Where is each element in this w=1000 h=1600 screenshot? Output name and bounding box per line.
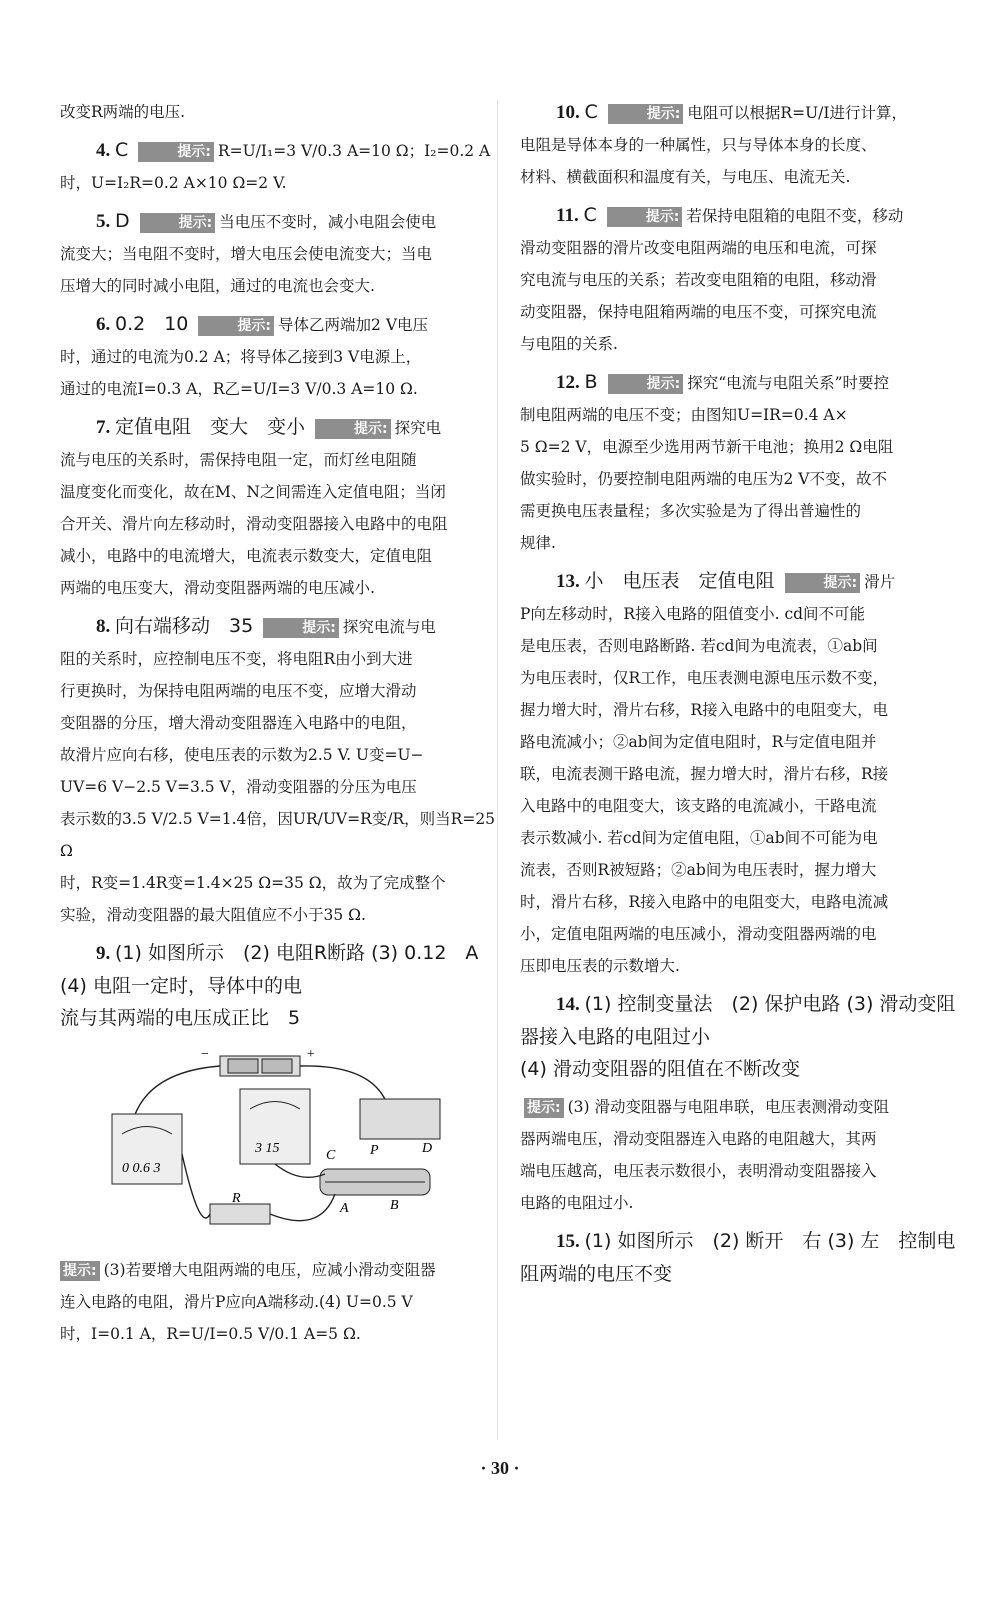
resistor-label: R: [232, 1191, 241, 1206]
question-number: 8.: [96, 616, 115, 637]
text-line: UV=6 V−2.5 V=3.5 V，滑动变阻器的分压为电压: [60, 778, 417, 796]
answer-text: (1) 如图所示 (2) 断开 右: [584, 1230, 828, 1252]
text-line: 流表，否则R被短路；②ab间为电压表时，握力增大: [520, 861, 877, 879]
battery-plus-label: +: [306, 1047, 316, 1062]
rheostat-a-label: A: [340, 1201, 349, 1216]
hint-label: 提示:: [785, 573, 861, 593]
text-line: 探究电: [394, 419, 442, 437]
hint-label: 提示:: [608, 104, 684, 124]
text-line: 做实验时，仍要控制电阻两端的电压为2 V不变，故不: [520, 470, 887, 488]
rheostat-b-label: B: [390, 1198, 399, 1213]
text-line: 时，U=I₂R=0.2 A×10 Ω=2 V.: [60, 174, 287, 192]
left-column: [60, 96, 500, 1356]
hint-label: 提示:: [263, 618, 339, 638]
text-line: 小，定值电阻两端的电压减小，滑动变阻器两端的电: [520, 925, 877, 943]
answer-item: [60, 411, 500, 604]
rheostat-d-label: D: [422, 1141, 433, 1156]
answer-text: 向右端移动 35: [115, 615, 260, 637]
text-line: 规律.: [520, 534, 556, 552]
text-line: 制电阻两端的电压不变；由图知U=IR=0.4 A×: [520, 406, 848, 424]
right-column: [520, 96, 960, 1296]
answer-item: [520, 1091, 960, 1219]
text-line: 合开关、滑片向左移动时，滑动变阻器接入电路中的电阻: [60, 515, 448, 533]
text-line: 端电压越高，电压表示数很小，表明滑动变阻器接入: [520, 1162, 877, 1180]
text-line: 时，滑片右移，R接入电路中的电阻变大，电路电流减: [520, 893, 889, 911]
text-line: (3) 滑动变阻器与电阻串联，电压表测滑动变阻: [567, 1098, 889, 1116]
answer-text: (1) 控制变量法 (2) 保护电路: [584, 993, 847, 1015]
text-line: 时，I=0.1 A，R=U/I=0.5 V/0.1 A=5 Ω.: [60, 1325, 361, 1343]
text-line: (3) 0.12 A (4) 电阻一定时，导体中的电: [60, 942, 498, 997]
answer-text: 0.2 10: [115, 313, 195, 335]
answer-item: [520, 988, 960, 1085]
text-line: P向左移动时，R接入电路的阻值变小. cd间不可能: [520, 605, 866, 623]
hint-label: 提示:: [608, 374, 684, 394]
text-line: 是电压表，否则电路断路. 若cd间为电流表，①ab间: [520, 637, 878, 655]
text-line: 联，电流表测干路电流，握力增大时，滑片右移，R接: [520, 765, 889, 783]
text-line: 流与其两端的电压成正比 5: [60, 1007, 301, 1029]
text-line: (3) 滑动变阻器接入电路的电阻过小: [520, 993, 956, 1048]
circuit-figure: [100, 1044, 480, 1244]
text-line: 温度变化而变化，故在M、N之间需连入定值电阻；当闭: [60, 483, 446, 501]
text-line: 行更换时，为保持电阻两端的电压不变，应增大滑动: [60, 682, 417, 700]
text-line: 材料、横截面积和温度有关，与电压、电流无关.: [520, 168, 851, 186]
question-number: 14.: [556, 994, 585, 1015]
hint-label: 提示:: [198, 316, 274, 336]
text-line: 探究“电流与电阻关系”时要控: [687, 374, 890, 392]
answer-text: D: [115, 210, 136, 232]
text-line: 流变大；当电阻不变时，增大电压会使电流变大；当电: [60, 245, 433, 263]
answer-item: [60, 308, 500, 405]
question-number: 7.: [96, 417, 115, 438]
question-number: 13.: [556, 571, 585, 592]
text-line: 电路的电阻过小.: [520, 1194, 634, 1212]
text-line: 当电压不变时，减小电阻会使电: [219, 213, 437, 231]
answer-item: [520, 565, 960, 982]
text-line: 动变阻器，保持电阻箱两端的电压不变，可探究电流: [520, 303, 877, 321]
hint-label: 提示:: [140, 213, 216, 233]
answer-text: 定值电阻 变大 变小: [115, 416, 312, 438]
text-line: 时，通过的电流为0.2 A；将导体乙接到3 V电源上，: [60, 348, 422, 366]
text-line: 压增大的同时减小电阻，通过的电流也会变大.: [60, 277, 375, 295]
text-line: 表示数减小. 若cd间为定值电阻，①ab间不可能为电: [520, 829, 878, 847]
text-line: 减小，电路中的电流增大，电流表示数变大，定值电阻: [60, 547, 433, 565]
page-number: · 30 ·: [480, 1458, 520, 1478]
answer-text: (1) 如图所示 (2) 电阻R断路: [115, 942, 372, 964]
text-line: 为电压表时，仅R工作，电压表测电源电压示数不变，: [520, 669, 889, 687]
text-line: 两端的电压变大，滑动变阻器两端的电压减小.: [60, 579, 375, 597]
battery-minus-label: −: [200, 1047, 210, 1062]
ammeter-scale-label: 0 0.6 3: [122, 1161, 161, 1176]
answer-item: [520, 96, 960, 193]
text-line: 滑动变阻器的滑片改变电阻两端的电压和电流，可探: [520, 239, 877, 257]
text-line: 表示数的3.5 V/2.5 V=1.4倍，因UR/UV=R变/R，则当R=25 Ω: [60, 810, 496, 860]
text-line: 器两端电压，滑动变阻器连入电路的电阻越大，其两: [520, 1130, 877, 1148]
text-line: 探究电流与电: [342, 618, 436, 636]
answer-item: [520, 366, 960, 559]
hint-label: 提示:: [607, 207, 683, 227]
text-line: 改变R两端的电压.: [60, 103, 186, 121]
figure-hint: [60, 1254, 500, 1350]
text-line: 电阻是导体本身的一种属性，只与导体本身的长度、: [520, 136, 877, 154]
slider-p-label: P: [370, 1143, 379, 1158]
text-line: 故滑片应向右移，使电压表的示数为2.5 V. U变=U−: [60, 746, 424, 764]
answer-text: B: [584, 371, 604, 393]
hint-label: 提示:: [138, 142, 214, 162]
answer-text: C: [584, 101, 604, 123]
text-line: (3) 左 控制电阻两端的电压不变: [520, 1230, 956, 1285]
answer-item: [520, 199, 960, 360]
text-line: 时，R变=1.4R变=1.4×25 Ω=35 Ω，故为了完成整个: [60, 874, 446, 892]
answer-item: [520, 1225, 960, 1290]
answer-text: C: [115, 139, 135, 161]
text-line: 导体乙两端加2 V电压: [278, 316, 429, 334]
text-line: 入电路中的电阻变大，该支路的电流减小，干路电流: [520, 797, 877, 815]
question-number: 12.: [556, 372, 585, 393]
text-line: 流与电压的关系时，需保持电阻一定，而灯丝电阻随: [60, 451, 417, 469]
answer-text: C: [583, 204, 603, 226]
question-number: 11.: [556, 205, 584, 226]
text-line: 实验，滑动变阻器的最大阻值应不小于35 Ω.: [60, 906, 366, 924]
text-line: 路电流减小；②ab间为定值电阻时，R与定值电阻并: [520, 733, 877, 751]
text-line: 阻的关系时，应控制电压不变，将电阻R由小到大进: [60, 650, 413, 668]
voltmeter-scale-label: 3 15: [255, 1141, 280, 1156]
hint-label: 提示:: [315, 419, 391, 439]
text-line: R=U/I₁=3 V/0.3 A=10 Ω；I₂=0.2 A: [217, 142, 491, 160]
text-line: 5 Ω=2 V，电源至少选用两节新干电池；换用2 Ω电阻: [520, 438, 894, 456]
text-line: 与电阻的关系.: [520, 335, 618, 353]
text-line: 连入电路的电阻，滑片P应向A端移动.(4) U=0.5 V: [60, 1293, 413, 1311]
text-line: 滑片: [864, 573, 896, 591]
text-line: 变阻器的分压，增大滑动变阻器连入电路中的电阻，: [60, 714, 417, 732]
question-number: 4.: [96, 140, 115, 161]
question-number: 10.: [556, 102, 585, 123]
rheostat-c-label: C: [326, 1148, 336, 1163]
question-number: 15.: [556, 1231, 585, 1252]
hint-label: 提示:: [60, 1261, 100, 1281]
answer-item: [60, 610, 500, 931]
text-line: (3)若要增大电阻两端的电压，应减小滑动变阻器: [103, 1261, 436, 1279]
question-number: 9.: [96, 943, 115, 964]
text-line: 握力增大时，滑片右移，R接入电路中的电阻变大，电: [520, 701, 889, 719]
hint-label: 提示:: [524, 1098, 564, 1118]
text-line: 需更换电压表量程；多次实验是为了得出普遍性的: [520, 502, 862, 520]
question-number: 5.: [96, 211, 115, 232]
answer-item: [60, 937, 500, 1034]
text-line: (4) 滑动变阻器的阻值在不断改变: [520, 1058, 800, 1080]
text-line: 压即电压表的示数增大.: [520, 957, 680, 975]
question-number: 6.: [96, 314, 115, 335]
text-line: 电阻可以根据R=U/I进行计算，: [687, 104, 907, 122]
answer-item: [60, 96, 500, 128]
text-line: 究电流与电压的关系；若改变电阻箱的电阻，移动滑: [520, 271, 877, 289]
text-line: 若保持电阻箱的电阻不变，移动: [686, 207, 904, 225]
answer-item: [60, 134, 500, 199]
text-line: 通过的电流I=0.3 A，R乙=U/I=3 V/0.3 A=10 Ω.: [60, 380, 418, 398]
answer-item: [60, 205, 500, 302]
answer-text: 小 电压表 定值电阻: [584, 570, 781, 592]
